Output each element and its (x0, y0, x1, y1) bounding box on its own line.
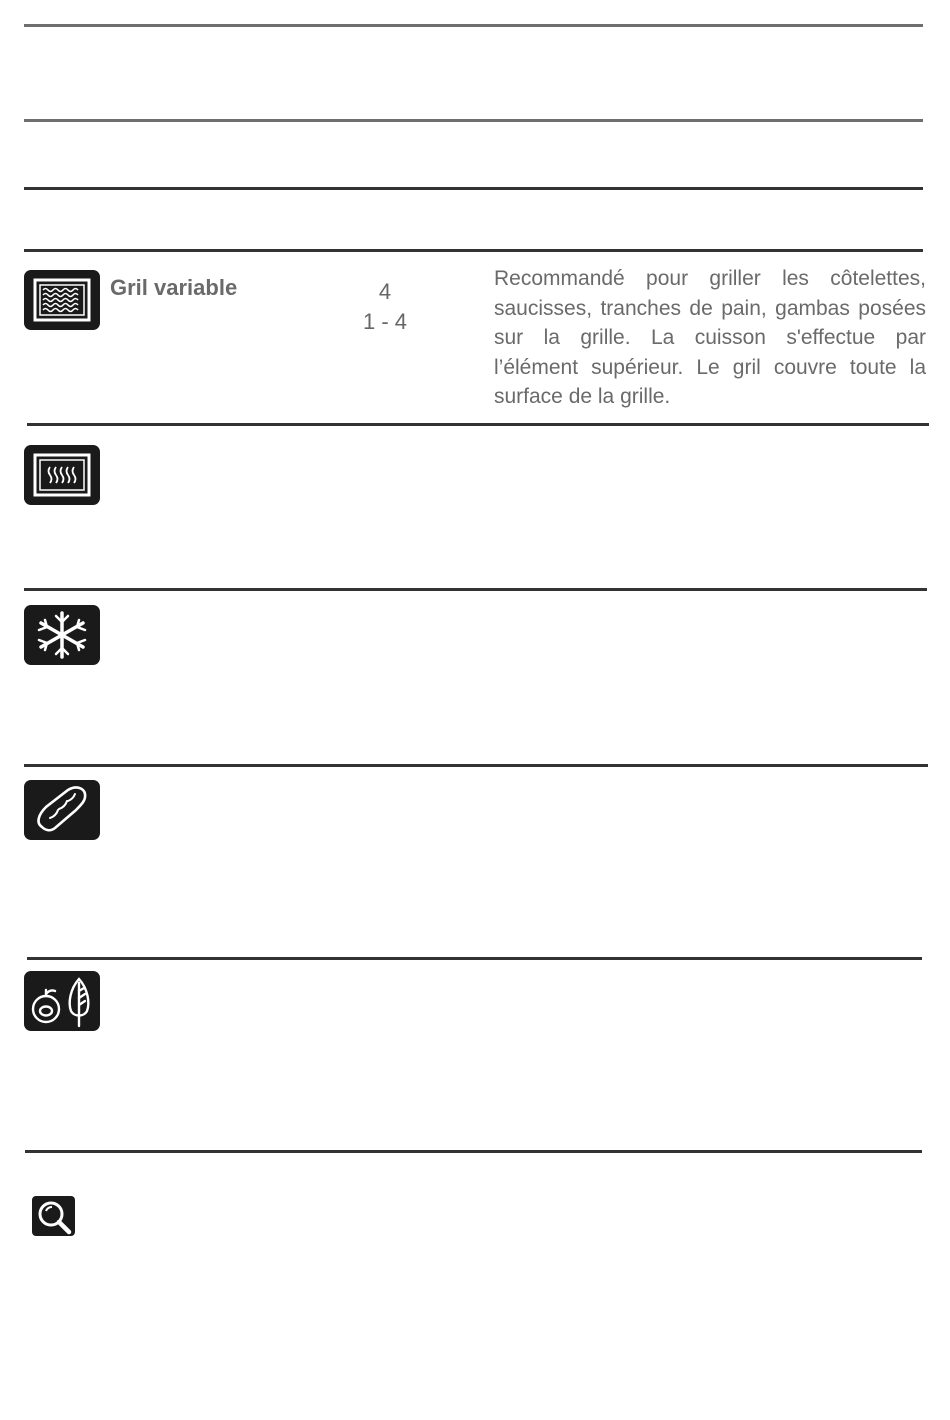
variable-grill-icon (24, 270, 100, 330)
level-range: 1 - 4 (362, 309, 408, 334)
bread-baguette-icon (24, 780, 100, 840)
magnifier-tip-icon (31, 1195, 76, 1237)
top-heat-icon (24, 445, 100, 505)
table-rule (24, 187, 923, 190)
mode-description: Recommandé pour griller les côtelettes, saucisses, tranches de pain, gambas posées sur la grille. La cuisson s'effectue par l’élément supérieur. Le gril couvre toute la surface de la grille. (494, 267, 926, 409)
mode-name: Gril variable (110, 275, 238, 300)
table-rule (27, 957, 922, 960)
fruit-vegetable-drying-icon (24, 971, 100, 1031)
default-level: 4 (378, 279, 392, 304)
table-rule (27, 423, 929, 426)
table-rule (24, 24, 923, 27)
table-rule (24, 119, 923, 122)
table-rule (24, 588, 927, 591)
table-rule (24, 249, 923, 252)
table-rule (24, 764, 928, 767)
defrost-snowflake-icon (24, 605, 100, 665)
table-rule (25, 1150, 922, 1153)
